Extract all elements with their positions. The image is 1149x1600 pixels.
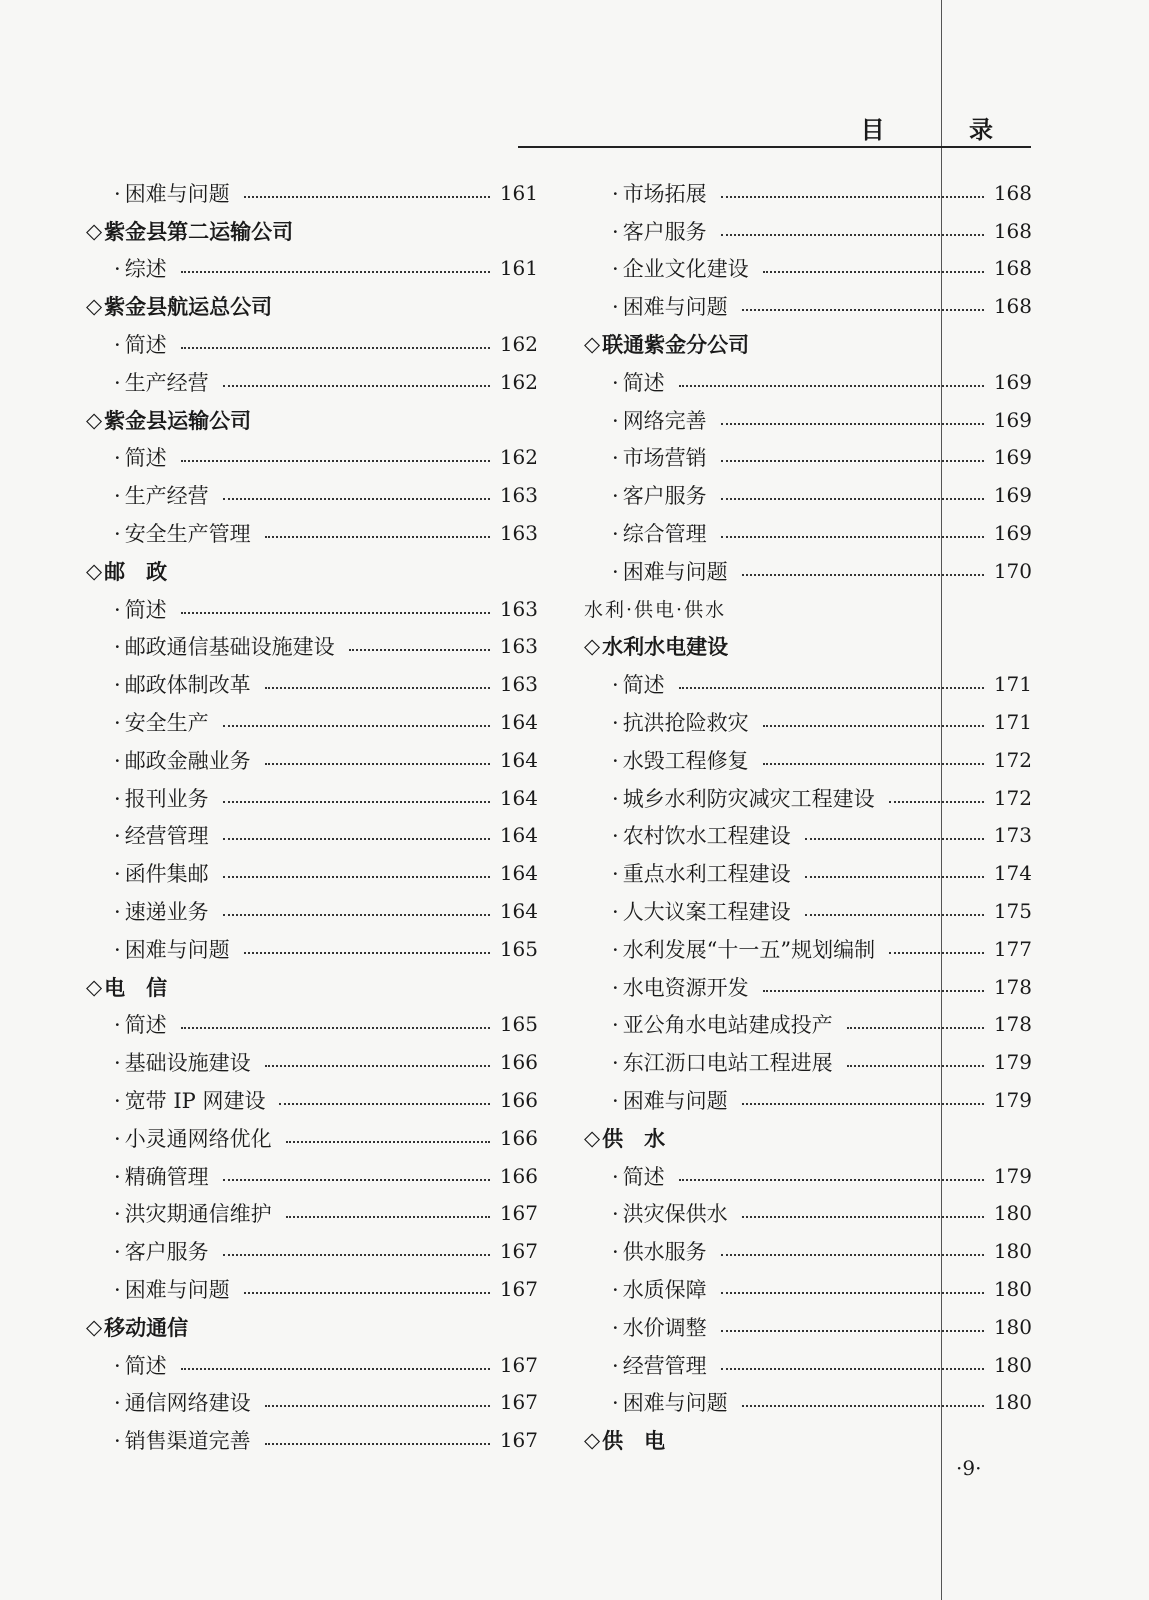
dot-leader: [223, 914, 490, 916]
toc-entry: [86, 514, 538, 552]
dot-leader: [181, 347, 490, 349]
toc-entry-label: · 经营管理: [612, 1350, 707, 1380]
toc-entry: [86, 741, 538, 779]
diamond-bullet-icon: ◇: [86, 218, 103, 243]
toc-section-heading: [86, 212, 538, 250]
diamond-bullet-icon: ◇: [86, 974, 103, 999]
dot-leader: [742, 1216, 984, 1218]
toc-entry-label: · 城乡水利防灾减灾工程建设: [612, 783, 875, 813]
toc-entry-label: · 困难与问题: [114, 1274, 230, 1304]
toc-page-number: 165: [499, 936, 538, 961]
toc-page-number: 166: [499, 1163, 538, 1188]
toc-entry: [584, 1346, 1032, 1384]
toc-entry: [584, 439, 1032, 477]
toc-entry-label: · 安全生产: [114, 707, 209, 737]
toc-page-number: 170: [993, 558, 1032, 583]
toc-page-number: 178: [993, 974, 1032, 999]
toc-page-number: 163: [499, 634, 538, 659]
toc-page-number: 164: [499, 861, 538, 886]
toc-entry: [86, 1270, 538, 1308]
toc-entry: [584, 1308, 1032, 1346]
header-rule: [518, 146, 1031, 148]
toc-entry: [86, 1232, 538, 1270]
toc-entry-label: · 困难与问题: [114, 934, 230, 964]
toc-page-number: 174: [993, 861, 1032, 886]
toc-entry: [86, 363, 538, 401]
toc-section-label: 紫金县第二运输公司: [104, 218, 294, 244]
toc-page-number: 162: [499, 369, 538, 394]
dot-leader: [181, 1027, 490, 1029]
toc-entry-label: · 简述: [114, 1009, 167, 1039]
toc-page-number: 180: [993, 1239, 1032, 1264]
toc-page-number: 179: [993, 1088, 1032, 1113]
toc-page-number: 168: [993, 294, 1032, 319]
toc-entry: [86, 174, 538, 212]
diamond-bullet-icon: ◇: [584, 1428, 601, 1453]
toc-entry-label: · 困难与问题: [612, 556, 728, 586]
toc-page-number: 172: [993, 747, 1032, 772]
toc-entry: [584, 703, 1032, 741]
toc-left-column: [86, 174, 538, 1459]
toc-category-label: 水利·供电·供水: [584, 599, 727, 622]
toc-entry-label: · 简述: [612, 669, 665, 699]
dot-leader: [742, 574, 984, 576]
toc-entry: [584, 212, 1032, 250]
diamond-bullet-icon: ◇: [86, 294, 103, 319]
toc-entry: [86, 779, 538, 817]
toc-section-heading: [584, 628, 1032, 666]
dot-leader: [763, 271, 984, 273]
toc-section-label: 水利水电建设: [602, 634, 729, 660]
toc-entry-label: · 水毁工程修复: [612, 745, 749, 775]
toc-page-number: 164: [499, 899, 538, 924]
dot-leader: [847, 1027, 984, 1029]
toc-entry: [86, 703, 538, 741]
dot-leader: [721, 1368, 984, 1370]
dot-leader: [265, 1443, 490, 1445]
toc-entry: [86, 854, 538, 892]
toc-page-number: 171: [993, 672, 1032, 697]
toc-page-number: 180: [993, 1352, 1032, 1377]
dot-leader: [805, 838, 984, 840]
dot-leader: [805, 914, 984, 916]
toc-entry-label: · 简述: [114, 1350, 167, 1380]
dot-leader: [181, 460, 490, 462]
dot-leader: [244, 196, 490, 198]
toc-entry: [86, 1195, 538, 1233]
toc-entry: [86, 1119, 538, 1157]
dot-leader: [742, 1405, 984, 1407]
toc-page-number: 163: [499, 483, 538, 508]
dot-leader: [721, 234, 984, 236]
toc-section-label: 移动通信: [104, 1314, 189, 1340]
toc-entry-label: · 客户服务: [114, 1236, 209, 1266]
toc-entry-label: · 洪灾期通信维护: [114, 1198, 272, 1228]
diamond-bullet-icon: ◇: [86, 407, 103, 432]
dot-leader: [265, 763, 490, 765]
toc-page-number: 171: [993, 710, 1032, 735]
toc-entry: [584, 1195, 1032, 1233]
dot-leader: [223, 1179, 490, 1181]
dot-leader: [889, 952, 984, 954]
toc-entry-label: · 洪灾保供水: [612, 1198, 728, 1228]
toc-page-number: 166: [499, 1125, 538, 1150]
toc-page-number: 180: [993, 1314, 1032, 1339]
diamond-bullet-icon: ◇: [86, 558, 103, 583]
toc-page-number: 178: [993, 1012, 1032, 1037]
diamond-bullet-icon: ◇: [584, 332, 601, 357]
dot-leader: [265, 536, 490, 538]
toc-entry: [584, 817, 1032, 855]
dot-leader: [763, 763, 984, 765]
dot-leader: [286, 1141, 490, 1143]
toc-entry: [86, 930, 538, 968]
toc-page-number: 180: [993, 1201, 1032, 1226]
toc-page-number: 163: [499, 596, 538, 621]
dot-leader: [679, 1179, 984, 1181]
toc-page-number: 167: [499, 1201, 538, 1226]
toc-page-number: 168: [993, 180, 1032, 205]
toc-section-heading: [584, 1119, 1032, 1157]
dot-leader: [349, 649, 490, 651]
toc-entry-label: · 邮政通信基础设施建设: [114, 631, 335, 661]
toc-page-number: 163: [499, 672, 538, 697]
toc-entry: [584, 854, 1032, 892]
toc-entry-label: · 亚公角水电站建成投产: [612, 1009, 833, 1039]
toc-section-heading: [86, 401, 538, 439]
dot-leader: [244, 1292, 490, 1294]
toc-entry: [584, 968, 1032, 1006]
toc-entry: [584, 1232, 1032, 1270]
toc-entry-label: · 简述: [114, 329, 167, 359]
diamond-bullet-icon: ◇: [584, 634, 601, 659]
toc-page-number: 168: [993, 218, 1032, 243]
toc-entry-label: · 函件集邮: [114, 858, 209, 888]
toc-entry-label: · 报刊业务: [114, 783, 209, 813]
toc-page-number: 179: [993, 1163, 1032, 1188]
toc-page-number: 180: [993, 1390, 1032, 1415]
toc-entry: [584, 1270, 1032, 1308]
toc-entry: [584, 779, 1032, 817]
toc-section-label: 电 信: [104, 974, 168, 1000]
toc-entry: [86, 892, 538, 930]
dot-leader: [721, 536, 984, 538]
toc-page-number: 167: [499, 1277, 538, 1301]
toc-entry: [86, 1006, 538, 1044]
toc-page-number: 173: [993, 823, 1032, 848]
toc-entry-label: · 供水服务: [612, 1236, 707, 1266]
dot-leader: [721, 1330, 984, 1332]
toc-entry-label: · 困难与问题: [612, 1387, 728, 1417]
toc-entry-label: · 困难与问题: [612, 1085, 728, 1115]
toc-category-heading: [584, 590, 1032, 628]
dot-leader: [223, 1254, 490, 1256]
toc-entry-label: · 水利发展“十一五”规划编制: [612, 934, 875, 964]
toc-entry: [86, 628, 538, 666]
page-number: ·9·: [956, 1456, 982, 1480]
toc-entry-label: · 通信网络建设: [114, 1387, 251, 1417]
toc-entry: [584, 930, 1032, 968]
toc-page-number: 165: [499, 1012, 538, 1037]
toc-entry: [584, 665, 1032, 703]
toc-section-heading: [86, 1308, 538, 1346]
dot-leader: [805, 876, 984, 878]
dot-leader: [679, 385, 984, 387]
toc-entry-label: · 东江沥口电站工程进展: [612, 1047, 833, 1077]
toc-entry-label: · 宽带 IP 网建设: [114, 1085, 265, 1115]
toc-section-heading: [86, 287, 538, 325]
toc-entry: [584, 892, 1032, 930]
running-head: 目 录: [860, 115, 1031, 144]
dot-leader: [742, 309, 984, 311]
toc-page-number: 166: [499, 1050, 538, 1075]
toc-entry: [86, 665, 538, 703]
toc-section-heading: [584, 1421, 1032, 1459]
toc-entry-label: · 简述: [114, 442, 167, 472]
toc-entry-label: · 重点水利工程建设: [612, 858, 791, 888]
dot-leader: [181, 271, 490, 273]
toc-page-number: 164: [499, 823, 538, 848]
toc-section-heading: [584, 325, 1032, 363]
toc-entry-label: · 生产经营: [114, 480, 209, 510]
dot-leader: [742, 1103, 984, 1105]
toc-entry: [86, 1043, 538, 1081]
dot-leader: [223, 385, 490, 387]
toc-entry: [86, 325, 538, 363]
toc-page-number: 167: [499, 1390, 538, 1415]
toc-entry: [86, 590, 538, 628]
toc-entry-label: · 企业文化建设: [612, 253, 749, 283]
toc-section-label: 紫金县航运总公司: [104, 294, 273, 320]
dot-leader: [721, 423, 984, 425]
toc-entry-label: · 销售渠道完善: [114, 1425, 251, 1455]
toc-entry: [86, 1081, 538, 1119]
toc-entry-label: · 经营管理: [114, 820, 209, 850]
toc-right-column: [584, 174, 1032, 1459]
dot-leader: [223, 876, 490, 878]
toc-entry: [86, 476, 538, 514]
toc-entry: [584, 552, 1032, 590]
toc-entry-label: · 水电资源开发: [612, 972, 749, 1002]
dot-leader: [265, 1405, 490, 1407]
diamond-bullet-icon: ◇: [584, 1125, 601, 1150]
toc-page-number: 167: [499, 1352, 538, 1377]
toc-section-label: 紫金县运输公司: [104, 407, 252, 433]
toc-entry: [584, 363, 1032, 401]
toc-entry: [86, 439, 538, 477]
toc-entry-label: · 生产经营: [114, 367, 209, 397]
toc-page-number: 163: [499, 521, 538, 546]
toc-section-label: 邮 政: [104, 558, 168, 584]
toc-entry-label: · 人大议案工程建设: [612, 896, 791, 926]
toc-entry-label: · 市场拓展: [612, 178, 707, 208]
toc-entry: [584, 401, 1032, 439]
toc-entry-label: · 精确管理: [114, 1161, 209, 1191]
toc-page-number: 172: [993, 785, 1032, 810]
toc-page-number: 164: [499, 785, 538, 810]
dot-leader: [223, 801, 490, 803]
toc-page-number: 166: [499, 1088, 538, 1113]
toc-entry-label: · 简述: [114, 594, 167, 624]
toc-entry-label: · 抗洪抢险救灾: [612, 707, 749, 737]
toc-entry: [584, 1006, 1032, 1044]
dot-leader: [721, 1292, 984, 1294]
toc-entry-label: · 农村饮水工程建设: [612, 820, 791, 850]
dot-leader: [721, 1254, 984, 1256]
toc-entry-label: · 客户服务: [612, 480, 707, 510]
dot-leader: [223, 498, 490, 500]
toc-page-number: 167: [499, 1428, 538, 1453]
toc-entry-label: · 邮政体制改革: [114, 669, 251, 699]
toc-entry: [584, 174, 1032, 212]
toc-entry: [86, 250, 538, 288]
dot-leader: [223, 725, 490, 727]
toc-entry-label: · 简述: [612, 367, 665, 397]
toc-entry-label: · 客户服务: [612, 216, 707, 246]
toc-entry: [584, 1157, 1032, 1195]
dot-leader: [721, 460, 984, 462]
toc-entry-label: · 水质保障: [612, 1274, 707, 1304]
dot-leader: [279, 1103, 489, 1105]
toc-entry: [86, 1346, 538, 1384]
toc-page-number: 161: [499, 180, 538, 205]
toc-page-number: 177: [993, 936, 1032, 961]
toc-entry-label: · 基础设施建设: [114, 1047, 251, 1077]
dot-leader: [265, 1065, 490, 1067]
toc-section-label: 供 水: [602, 1125, 666, 1151]
toc-entry-label: · 安全生产管理: [114, 518, 251, 548]
toc-page-number: 161: [499, 256, 538, 281]
dot-leader: [223, 838, 490, 840]
dot-leader: [265, 687, 490, 689]
toc-section-label: 供 电: [602, 1428, 666, 1454]
dot-leader: [763, 990, 984, 992]
dot-leader: [181, 612, 490, 614]
toc-page-number: 169: [993, 445, 1032, 470]
toc-section-heading: [86, 968, 538, 1006]
toc-page-number: 169: [993, 407, 1032, 432]
toc-entry: [584, 476, 1032, 514]
dot-leader: [763, 725, 984, 727]
toc-entry: [584, 250, 1032, 288]
toc-page-number: 162: [499, 332, 538, 357]
dot-leader: [286, 1216, 490, 1218]
toc-entry-label: · 困难与问题: [612, 291, 728, 321]
toc-section-heading: [86, 552, 538, 590]
toc-entry: [86, 1421, 538, 1459]
toc-page-number: 169: [993, 483, 1032, 508]
dot-leader: [721, 196, 984, 198]
toc-page-number: 169: [993, 369, 1032, 394]
dot-leader: [181, 1368, 490, 1370]
toc-entry-label: · 邮政金融业务: [114, 745, 251, 775]
toc-entry-label: · 小灵通网络优化: [114, 1123, 272, 1153]
toc-section-label: 联通紫金分公司: [602, 332, 750, 358]
toc-page-number: 167: [499, 1239, 538, 1264]
toc-entry-label: · 网络完善: [612, 405, 707, 435]
toc-entry: [584, 1081, 1032, 1119]
toc-entry: [584, 741, 1032, 779]
toc-entry-label: · 综合管理: [612, 518, 707, 548]
toc-page-number: 162: [499, 445, 538, 470]
toc-page-number: 164: [499, 747, 538, 772]
toc-entry: [584, 1384, 1032, 1422]
diamond-bullet-icon: ◇: [86, 1314, 103, 1339]
toc-page-number: 169: [993, 521, 1032, 546]
dot-leader: [679, 687, 984, 689]
toc-page-number: 175: [993, 899, 1032, 924]
toc-entry-label: · 速递业务: [114, 896, 209, 926]
toc-page-number: 164: [499, 710, 538, 735]
toc-entry: [86, 817, 538, 855]
toc-page-number: 180: [993, 1277, 1032, 1301]
toc-entry-label: · 市场营销: [612, 442, 707, 472]
toc-entry: [584, 514, 1032, 552]
toc-entry: [584, 1043, 1032, 1081]
dot-leader: [847, 1065, 984, 1067]
dot-leader: [244, 952, 490, 954]
dot-leader: [721, 498, 984, 500]
toc-entry: [584, 287, 1032, 325]
toc-entry: [86, 1157, 538, 1195]
dot-leader: [889, 801, 984, 803]
toc-page-number: 179: [993, 1050, 1032, 1075]
toc-entry: [86, 1384, 538, 1422]
toc-entry-label: · 综述: [114, 253, 167, 283]
toc-page-number: 168: [993, 256, 1032, 281]
toc-entry-label: · 困难与问题: [114, 178, 230, 208]
toc-entry-label: · 简述: [612, 1161, 665, 1191]
toc-entry-label: · 水价调整: [612, 1312, 707, 1342]
